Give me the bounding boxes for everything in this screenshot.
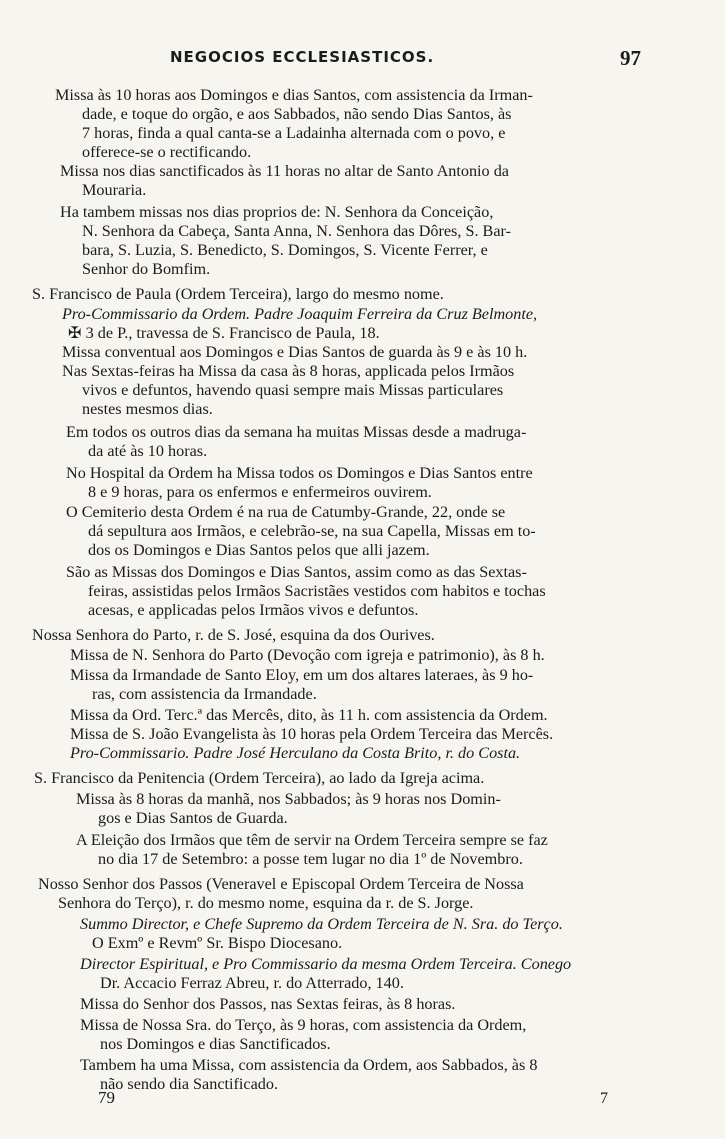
text-line: da até às 10 horas. [88,442,208,460]
text-line: S. Francisco de Paula (Ordem Terceira), largo do mesmo nome. [32,285,444,303]
text-line: Mouraria. [82,181,147,199]
text-line: nos Domingos e dias Sanctificados. [100,1035,331,1053]
text-line: feiras, assistidas pelos Irmãos Sacristães vestidos com habitos e tochas [88,582,546,600]
text-line: 8 e 9 horas, para os enfermos e enfermeiros ouvirem. [88,483,432,501]
text-line: Dr. Accacio Ferraz Abreu, r. do Atterrado, 140. [100,974,404,992]
text-line: A Eleição dos Irmãos que têm de servir na Ordem Terceira sempre se faz [76,831,548,849]
text-line: Missa conventual aos Domingos e Dias Santos de guarda às 9 e às 10 h. [62,343,528,361]
text-line: vivos e defuntos, havendo quasi sempre mais Missas particulares [82,381,504,399]
page-number: 97 [620,46,641,70]
text-line: Missa nos dias sanctificados às 11 horas no altar de Santo Antonio da [60,162,509,180]
text-line: Missa às 10 horas aos Domingos e dias Santos, com assistencia da Irman- [55,86,533,104]
text-line: ras, com assistencia da Irmandade. [92,685,317,703]
text-line: Tambem ha uma Missa, com assistencia da Ordem, aos Sabbados, às 8 [80,1056,538,1074]
text-line: S. Francisco da Penitencia (Ordem Terceira), ao lado da Igreja acima. [34,769,485,787]
text-line: 7 horas, finda a qual canta-se a Ladainha alternada com o povo, e [82,124,506,142]
signature-mark: 79 [98,1088,115,1107]
text-line: dos os Domingos e Dias Santos pelos que alli jazem. [88,541,430,559]
text-line: Director Espiritual, e Pro Commissario da mesma Ordem Terceira. Conego [80,955,572,973]
text-line: Missa da Irmandade de Santo Eloy, em um dos altares lateraes, às 9 ho- [70,666,534,684]
text-line: acesas, e applicadas pelos Irmãos vivos e defuntos. [88,601,419,619]
text-line: offerece-se o rectificando. [82,143,252,161]
text-line: Missa de S. João Evangelista às 10 horas pela Ordem Terceira das Mercês. [70,725,554,743]
text-line: dade, e toque do orgão, e aos Sabbados, não sendo Dias Santos, às [82,105,512,123]
running-title: NEGOCIOS ECCLESIASTICOS. [170,48,435,66]
text-line: Nosso Senhor dos Passos (Veneravel e Episcopal Ordem Terceira de Nossa [38,875,524,893]
text-line: No Hospital da Ordem ha Missa todos os Domingos e Dias Santos entre [66,464,533,482]
running-header [0,46,725,76]
text-line: ✠ 3 de P., travessa de S. Francisco de Paula, 18. [68,324,380,342]
text-line: Em todos os outros dias da semana ha muitas Missas desde a madruga- [66,423,527,441]
text-line: N. Senhora da Cabeça, Santa Anna, N. Senhora das Dôres, S. Bar- [82,222,511,240]
text-line: gos e Dias Santos de Guarda. [98,809,288,827]
gathering-mark: 7 [600,1090,608,1107]
text-line: Missa do Senhor dos Passos, nas Sextas feiras, às 8 horas. [80,995,456,1013]
text-line: Senhor do Bomfim. [82,260,211,278]
text-line: bara, S. Luzia, S. Benedicto, S. Domingos, S. Vicente Ferrer, e [82,241,488,259]
text-line: Senhora do Terço), r. do mesmo nome, esquina da r. de S. Jorge. [58,894,474,912]
text-line: Missa às 8 horas da manhã, nos Sabbados; às 9 horas nos Domin- [76,790,501,808]
text-line: São as Missas dos Domingos e Dias Santos, assim como as das Sextas- [66,563,527,581]
text-line: Missa de N. Senhora do Parto (Devoção com igreja e patrimonio), às 8 h. [70,646,545,664]
text-line: nestes mesmos dias. [82,400,213,418]
text-line: Nossa Senhora do Parto, r. de S. José, esquina da dos Ourives. [32,626,435,644]
text-line: Ha tambem missas nos dias proprios de: N. Senhora da Conceição, [60,203,494,221]
text-line: no dia 17 de Setembro: a posse tem lugar no dia 1º de Novembro. [98,850,523,868]
text-line: não sendo dia Sanctificado. [100,1075,279,1093]
text-line: Summo Director, e Chefe Supremo da Ordem Terceira de N. Sra. do Terço. [80,915,563,933]
text-line: Pro-Commissario. Padre José Herculano da Costa Brito, r. do Costa. [70,744,521,762]
text-line: dá sepultura aos Irmãos, e celebrão-se, na sua Capella, Missas em to- [88,522,536,540]
text-line: Nas Sextas-feiras ha Missa da casa às 8 horas, applicada pelos Irmãos [62,362,515,380]
text-line: Missa da Ord. Terc.ª das Mercês, dito, às 11 h. com assistencia da Ordem. [70,706,548,724]
text-line: O Cemiterio desta Ordem é na rua de Catumby-Grande, 22, onde se [66,503,506,521]
text-line: O Exmº e Revmº Sr. Bispo Diocesano. [92,934,343,952]
text-line: Pro-Commissario da Ordem. Padre Joaquim Ferreira da Cruz Belmonte, [62,305,538,323]
text-line: Missa de Nossa Sra. do Terço, às 9 horas, com assistencia da Ordem, [80,1016,527,1034]
